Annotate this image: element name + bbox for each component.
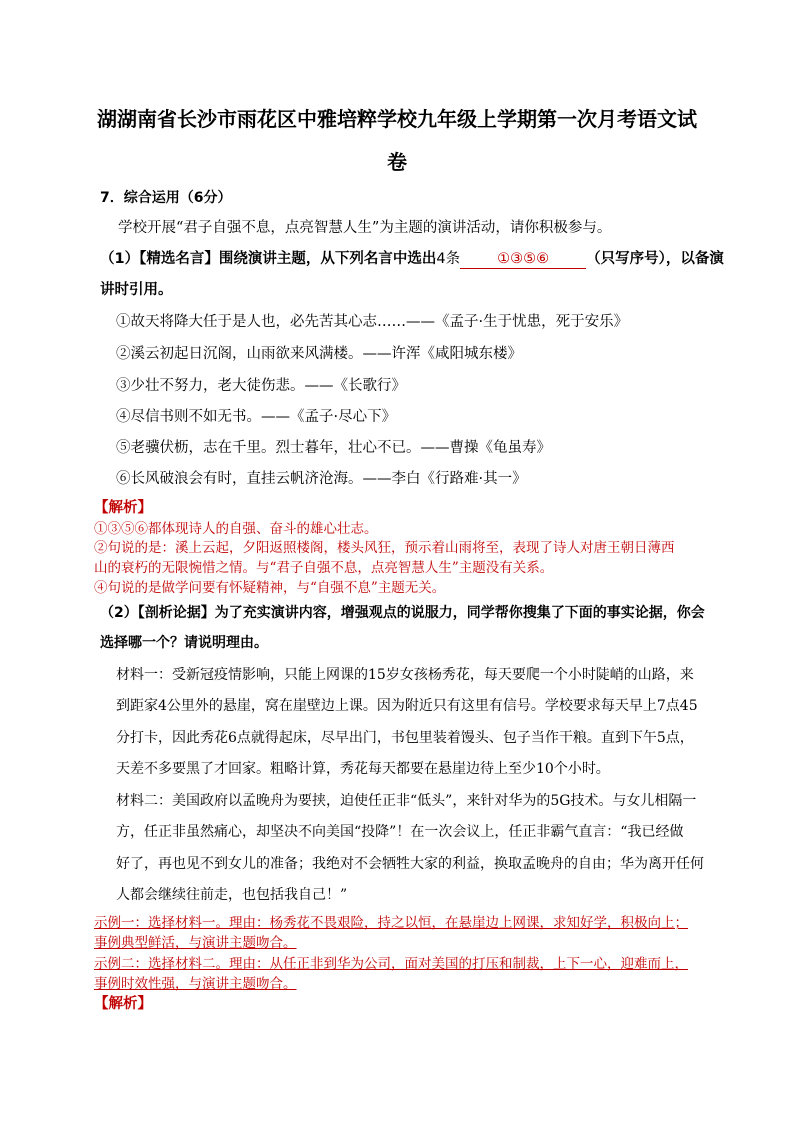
quote-item: ②溪云初起日沉阁，山雨欲来风满楼。——许浑《咸阳城东楼》 xyxy=(116,346,522,362)
section-heading: 7．综合运用（6分） xyxy=(100,190,232,206)
material-line: 材料一：受新冠疫情影响，只能上网课的15岁女孩杨秀花，每天要爬一个小时陡峭的山路，来 xyxy=(116,667,694,683)
q2-answer-line: 事例典型鲜活，与演讲主题吻合。 xyxy=(94,935,297,951)
quote-item: ③少壮不努力，老大徒伤悲。——《长歌行》 xyxy=(116,378,406,394)
quote-item: ⑥长风破浪会有时，直挂云帆济沧海。——李白《行路难·其一》 xyxy=(116,471,527,487)
material-line: 天差不多要黑了才回家。粗略计算，秀花每天都要在悬崖边待上至少10个小时。 xyxy=(116,761,610,777)
quote-item: ①故天将降大任于是人也，必先苦其心志……——《孟子·生于忧患，死于安乐》 xyxy=(116,314,629,330)
q2-analysis-label: 【解析】 xyxy=(94,996,152,1012)
q1-prompt-line2: 讲时引用。 xyxy=(100,282,173,298)
material-line: 到距家4公里外的悬崖，窝在崖壁边上课。因为附近只有这里有信号。学校要求每天早上7点45 xyxy=(116,698,698,714)
material-line: 分打卡，因此秀花6点就得起床，尽早出门，书包里装着馒头、包子当作干粮。直到下午5点， xyxy=(116,730,694,746)
q2-prompt-line2: 选择哪一个？请说明理由。 xyxy=(100,635,268,651)
material-line: 人都会继续往前走，也包括我自己！” xyxy=(116,887,348,903)
section-intro: 学校开展“君子自强不息，点亮智慧人生”为主题的演讲活动，请你积极参与。 xyxy=(118,220,612,236)
material-line: 好了，再也见不到女儿的准备；我绝对不会牺牲大家的利益，换取孟晚舟的自由；华为离开任何 xyxy=(116,856,704,872)
q2-answer-line: 示例二：选择材料二。理由：从任正非到华为公司，面对美国的打压和制裁，上下一心，迎难而上， xyxy=(94,956,688,972)
q1-analysis-line: ①③⑤⑥都体现诗人的自强、奋斗的雄心壮志。 xyxy=(94,521,378,537)
page-title-line-1: 湖湖南省长沙市雨花区中雅培粹学校九年级上学期第一次月考语文试 xyxy=(97,107,697,131)
q1-analysis-line: ④句说的是做学问要有怀疑精神，与“自强不息”主题无关。 xyxy=(94,580,446,596)
q2-prompt-line1: （2）【剖析论据】为了充实演讲内容，增强观点的说服力，同学帮你搜集了下面的事实论据，你会 xyxy=(100,605,705,621)
q1-analysis-label: 【解析】 xyxy=(94,500,152,516)
q2-answer-line: 示例一：选择材料一。理由：杨秀花不畏艰险，持之以恒，在悬崖边上网课，求知好学，积极向上； xyxy=(94,915,688,931)
q1-count: 4条 xyxy=(436,251,461,267)
q1-prompt-after: （只写序号），以备演 xyxy=(586,251,724,267)
q1-prompt-before: （1）【精选名言】围绕演讲主题，从下列名言中选出 xyxy=(100,251,437,267)
material-line: 方，任正非虽然痛心，却坚决不向美国“投降”！在一次会议上，任正非霸气直言：“我已经做 xyxy=(116,824,684,840)
q2-answer-line: 事例时效性强，与演讲主题吻合。 xyxy=(94,976,297,992)
quote-item: ⑤老骥伏枥，志在千里。烈士暮年，壮心不已。——曹操《龟虽寿》 xyxy=(116,440,551,456)
quote-item: ④尽信书则不如无书。——《孟子·尽心下》 xyxy=(116,409,397,425)
material-line: 材料二：美国政府以孟晚舟为要挟，迫使任正非“低头”，来针对华为的5G技术。与女儿相隔一 xyxy=(116,793,697,809)
page-title-line-2: 卷 xyxy=(387,150,407,174)
q1-prompt xyxy=(100,247,724,269)
q1-answer-blank: ①③⑤⑥ xyxy=(460,251,586,269)
q1-analysis-line: ②句说的是：溪上云起，夕阳返照楼阁，楼头风狂，预示着山雨将至，表现了诗人对唐王朝日薄西 xyxy=(94,540,675,556)
q1-analysis-line: 山的衰朽的无限惋惜之情。与“君子自强不息，点亮智慧人生”主题没有关系。 xyxy=(94,560,554,576)
